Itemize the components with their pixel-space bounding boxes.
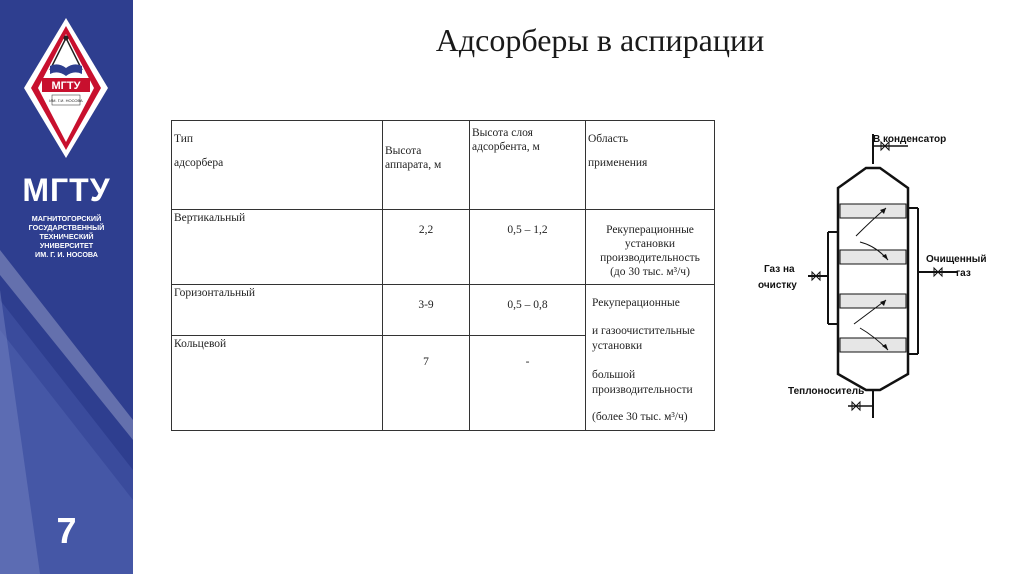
area-line: производительность bbox=[600, 252, 700, 264]
cell-layer-text: 0,5 – 1,2 bbox=[507, 224, 548, 236]
cell-type bbox=[172, 210, 383, 285]
university-line: УНИВЕРСИТЕТ bbox=[39, 241, 94, 250]
area-line: Рекуперационные bbox=[606, 224, 694, 236]
brand-name: МГТУ bbox=[22, 172, 111, 208]
cell-height bbox=[383, 336, 470, 431]
label-heat-carrier: Теплоноситель bbox=[788, 386, 865, 397]
header-layer-line1: Высота слоя bbox=[472, 127, 533, 139]
label-gas-in-1: Газ на bbox=[764, 264, 795, 275]
area-line: производительности bbox=[592, 384, 693, 396]
header-height-line1: Высота bbox=[385, 145, 422, 157]
cell-type bbox=[172, 285, 383, 336]
cell-area bbox=[586, 210, 715, 285]
header-layer-line2: адсорбента, м bbox=[472, 141, 540, 153]
cell-height-text: 2,2 bbox=[418, 224, 434, 236]
cell-layer bbox=[470, 285, 586, 336]
university-line: ГОСУДАРСТВЕННЫЙ bbox=[28, 223, 105, 232]
slide-title: Адсорберы в аспирации bbox=[435, 22, 765, 58]
header-type bbox=[172, 121, 383, 210]
header-type-line1: Тип bbox=[174, 133, 194, 145]
table-header-row bbox=[172, 121, 715, 210]
area-line: большой bbox=[592, 369, 636, 381]
header-layer bbox=[470, 121, 586, 210]
university-line: ТЕХНИЧЕСКИЙ bbox=[39, 232, 94, 241]
header-area bbox=[586, 121, 715, 210]
cell-type-text: Вертикальный bbox=[174, 212, 246, 224]
label-condenser: В конденсатор bbox=[873, 134, 947, 145]
cell-area-merged bbox=[586, 285, 715, 431]
label-clean-gas-1: Очищенный bbox=[926, 254, 987, 265]
area-line: (более 30 тыс. м³/ч) bbox=[592, 411, 688, 423]
slide-number: 7 bbox=[56, 510, 77, 551]
cell-layer-text: - bbox=[525, 356, 530, 368]
cell-height-text: 3-9 bbox=[418, 299, 434, 311]
adsorber-diagram bbox=[748, 124, 1004, 424]
cell-type-text: Горизонтальный bbox=[174, 287, 256, 299]
cell-layer bbox=[470, 336, 586, 431]
cell-type bbox=[172, 336, 383, 431]
cell-type-text: Кольцевой bbox=[174, 338, 227, 350]
adsorber-table bbox=[171, 120, 715, 431]
cell-layer bbox=[470, 210, 586, 285]
table-row bbox=[172, 285, 715, 336]
university-line: МАГНИТОГОРСКИЙ bbox=[31, 214, 102, 223]
header-height-line2: аппарата, м bbox=[385, 159, 442, 171]
area-line: и газоочистительные bbox=[592, 325, 695, 337]
table-row bbox=[172, 210, 715, 285]
area-line: Рекуперационные bbox=[592, 297, 680, 309]
label-gas-in-2: очистку bbox=[758, 280, 797, 291]
logo-text: МГТУ bbox=[51, 80, 81, 92]
university-logo bbox=[22, 16, 110, 160]
university-name bbox=[8, 214, 125, 259]
label-clean-gas-2: газ bbox=[956, 268, 971, 279]
sidebar bbox=[0, 0, 133, 574]
cell-height bbox=[383, 210, 470, 285]
area-line: установки bbox=[624, 238, 676, 250]
area-line: установки bbox=[592, 340, 643, 352]
cell-height-text: 7 bbox=[423, 356, 429, 368]
header-area-line1: Область bbox=[588, 133, 629, 145]
university-line: ИМ. Г. И. НОСОВА bbox=[35, 250, 98, 259]
logo-subtext: ИМ. Г.И. НОСОВА bbox=[49, 98, 83, 103]
area-line: (до 30 тыс. м³/ч) bbox=[610, 266, 690, 278]
header-height bbox=[383, 121, 470, 210]
cell-layer-text: 0,5 – 0,8 bbox=[507, 299, 548, 311]
header-area-line2: применения bbox=[588, 157, 648, 169]
cell-height bbox=[383, 285, 470, 336]
header-type-line2: адсорбера bbox=[174, 157, 224, 169]
